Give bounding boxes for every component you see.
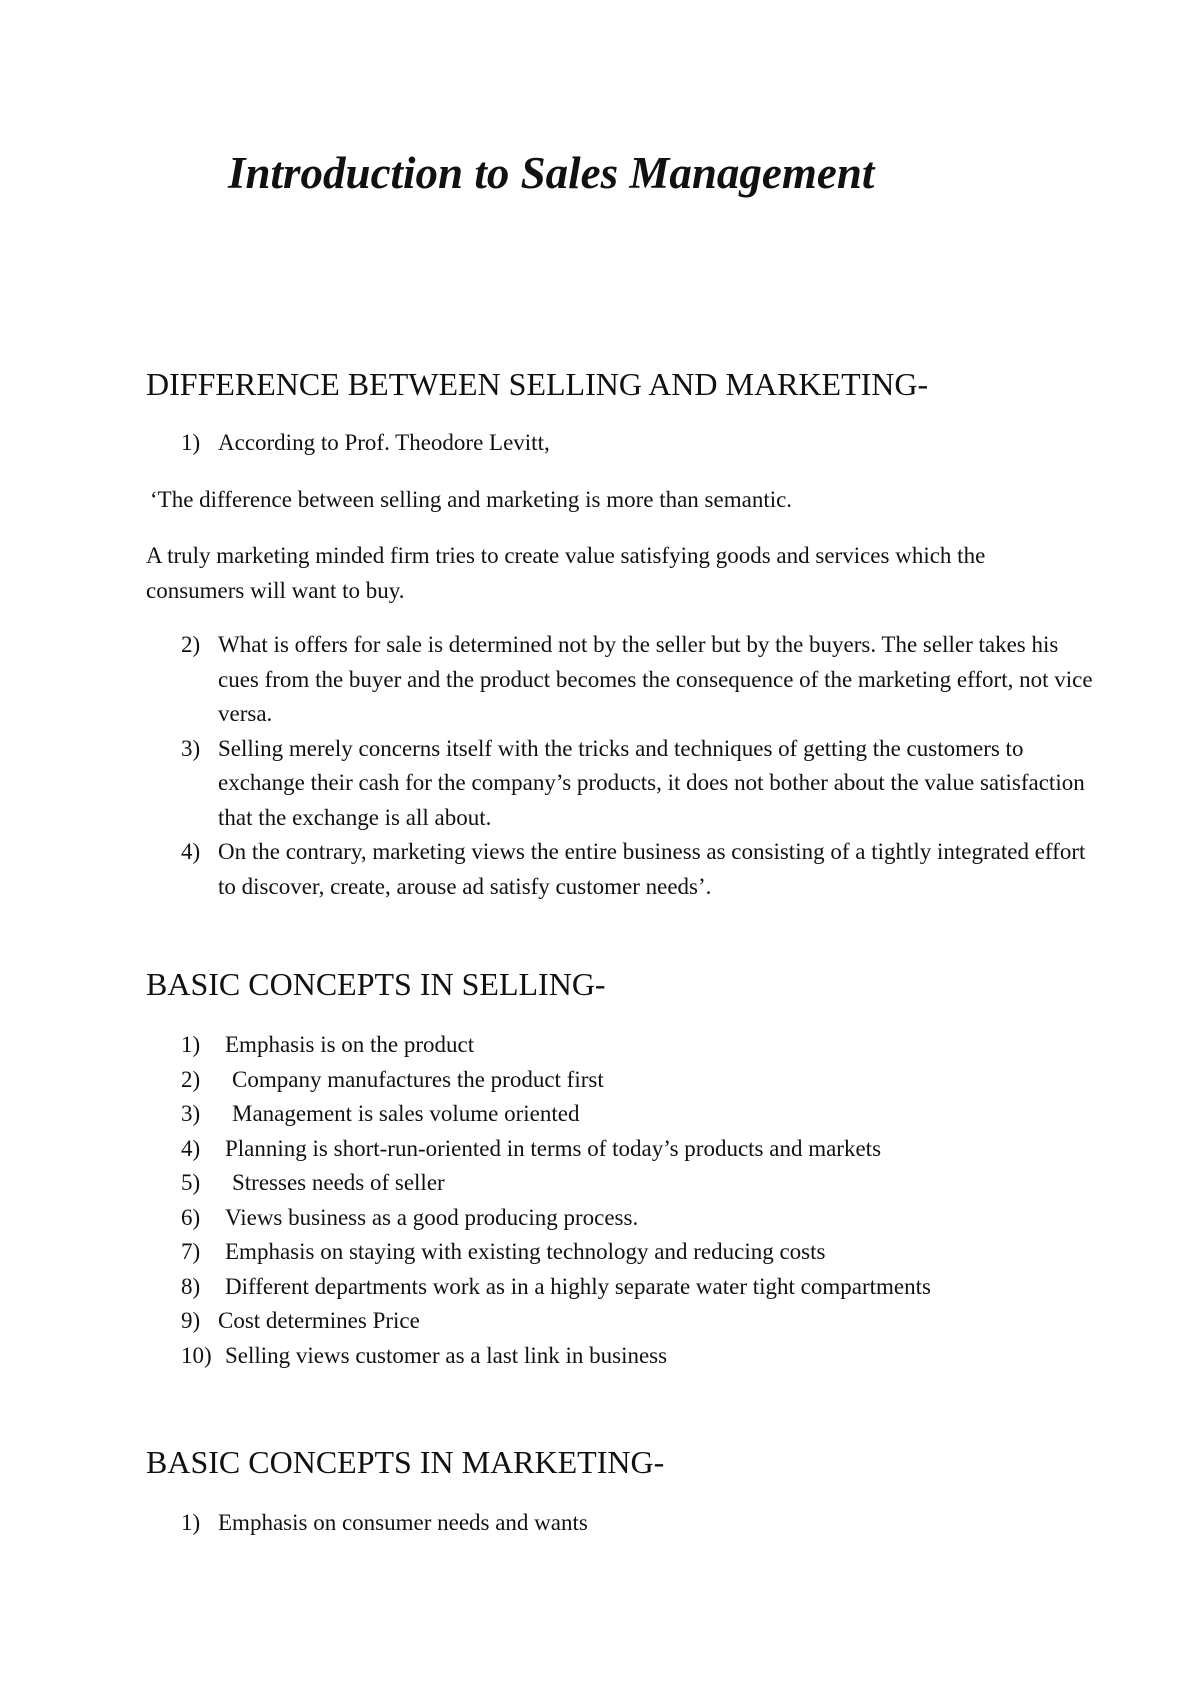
list-item [181,1028,1105,1063]
list-item-text: Cost determines Price [218,1308,420,1333]
list-item-number: 1) [181,1510,201,1535]
list-item [181,426,1098,461]
list-item-number: 3) [181,735,201,761]
marketing-concepts-list [181,1506,1098,1541]
list-item [181,835,1098,904]
list-item-number: 2) [181,632,201,657]
list-item-number: 5) [181,1170,201,1195]
list-item [181,1166,1112,1201]
list-item-number: 1) [181,1032,201,1057]
list-item-number: 9) [181,1308,201,1333]
list-item-number: 1) [181,430,201,455]
list-item-text: Emphasis on consumer needs and wants [218,1510,588,1535]
list-item-text: What is offers for sale is determined not by the seller but by the buyers. The seller takes his cues from the buyer and the product becomes the consequence of the marketing effort, not vice versa. [218,632,1093,726]
list-item-text: Planning is short-run-oriented in terms of today’s products and markets [225,1135,882,1161]
list-item [181,1339,1105,1374]
list-item-number: 4) [181,839,201,864]
list-item-number: 2) [181,1066,201,1092]
section-heading-selling: BASIC CONCEPTS IN SELLING- [146,966,606,1002]
list-item [181,1063,1112,1098]
list-item-text: Views business as a good producing process. [225,1204,639,1230]
selling-concepts-list [181,1028,1112,1373]
list-item [181,1304,1098,1339]
marketing-paragraph: A truly marketing minded firm tries to create value satisfying goods and services which the consumers will want to buy. [146,543,986,603]
list-item [181,1235,1105,1270]
list-item-text: Management is sales volume oriented [232,1101,580,1126]
list-item [181,1097,1112,1132]
list-item-text: Company manufactures the product first [232,1066,604,1092]
list-item-number: 3) [181,1101,201,1126]
list-item-number: 7) [181,1239,201,1264]
list-item-number: 6) [181,1204,201,1230]
list-item [181,1201,1105,1236]
list-item-text: Selling views customer as a last link in business [225,1342,668,1368]
list-item-text: Emphasis on staying with existing technology and reducing costs [225,1239,826,1264]
list-item [181,732,1098,836]
section-heading-difference: DIFFERENCE BETWEEN SELLING AND MARKETING- [146,366,929,402]
list-item-text: Emphasis is on the product [225,1032,475,1057]
list-item-text: According to Prof. Theodore Levitt, [218,430,550,455]
list-item-number: 8) [181,1273,201,1299]
list-item [181,628,1098,732]
list-item-text: On the contrary, marketing views the entire business as consisting of a tightly integrated effort to discover, create, arouse ad satisfy customer needs’. [218,839,1086,899]
document-title: Introduction to Sales Management [228,148,875,198]
list-item-text: Stresses needs of seller [232,1170,445,1195]
list-item-number: 10) [181,1342,212,1368]
difference-list-intro [181,426,1098,461]
list-item-text: Different departments work as in a highly separate water tight compartments [225,1273,931,1299]
list-item [181,1132,1105,1167]
list-item-number: 4) [181,1135,201,1161]
difference-list [181,628,1098,904]
section-heading-marketing: BASIC CONCEPTS IN MARKETING- [146,1444,665,1480]
list-item-text: Selling merely concerns itself with the tricks and techniques of getting the customers to exchange their cash for the company’s products, it does not bother about the value satisfaction that the exchange is all about. [218,735,1085,830]
list-item [181,1270,1105,1305]
list-item [181,1506,1098,1541]
levitt-quote: ‘The difference between selling and marketing is more than semantic. [150,487,793,512]
